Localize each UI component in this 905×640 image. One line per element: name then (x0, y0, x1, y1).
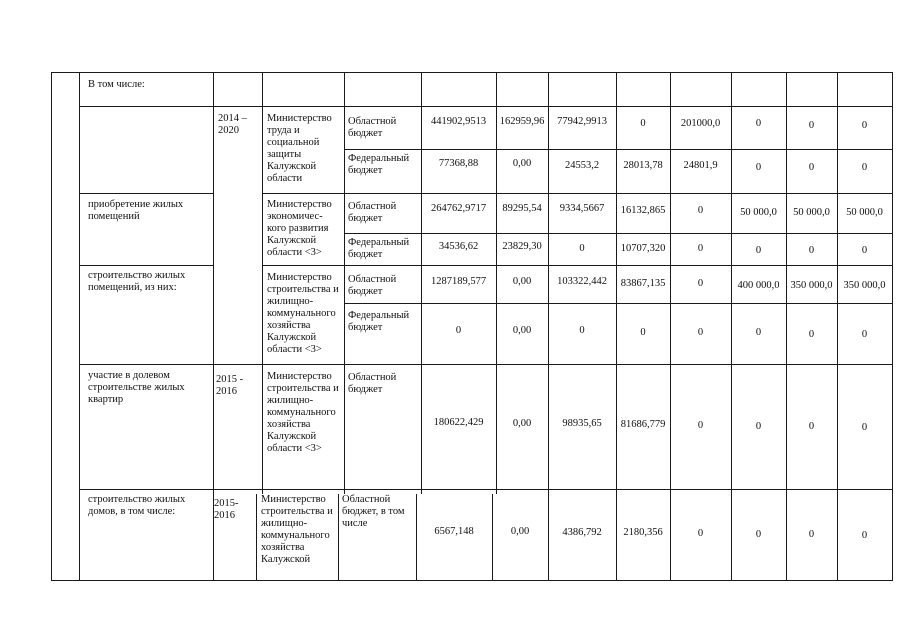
value-cell: 0 (640, 118, 646, 129)
value-cell: 89295,54 (502, 203, 542, 214)
grid-hline (79, 364, 893, 365)
funding-source-cell: Федеральный бюджет (348, 153, 410, 176)
executor-cell: Министерство строительства и жилищно- коммунального хозяйства Калужской (261, 494, 333, 565)
value-cell: 180622,429 (433, 417, 484, 428)
funding-source-cell: Областной бюджет, в том числе (342, 494, 405, 529)
value-cell: 0 (861, 530, 868, 541)
grid-hline (79, 106, 893, 107)
value-cell: 0,00 (510, 526, 530, 537)
executor-cell: Министерство экономичес- кого развития Калужской области <3> (267, 199, 332, 258)
value-cell: 24801,9 (683, 160, 718, 171)
item-name-cell: строительство жилых помещений, из них: (88, 270, 186, 293)
value-cell: 0 (861, 162, 868, 173)
value-cell: 0 (697, 278, 704, 289)
grid-hline (344, 233, 893, 234)
value-cell: 28013,78 (623, 160, 663, 171)
value-cell: 4386,792 (562, 527, 602, 538)
grid-hline (79, 265, 213, 266)
value-cell: 0 (455, 325, 462, 336)
value-cell: 50 000,0 (846, 207, 883, 218)
value-cell: 34536,62 (438, 241, 479, 252)
value-cell: 350 000,0 (843, 280, 886, 291)
grid-vline (51, 72, 52, 580)
grid-vline (79, 72, 80, 580)
grid-hline (51, 72, 893, 73)
value-cell: 162959,96 (499, 116, 545, 127)
value-cell: 0,00 (512, 276, 532, 287)
section-header-label: В том числе: (88, 79, 145, 90)
value-cell: 201000,0 (680, 118, 721, 129)
value-cell: 0 (697, 528, 704, 539)
grid-vline (256, 494, 257, 580)
value-cell: 0 (755, 118, 762, 129)
grid-hline (262, 193, 893, 194)
value-cell: 50 000,0 (793, 207, 830, 218)
grid-hline (51, 580, 893, 581)
value-cell: 0 (755, 327, 762, 338)
period-cell: 2014 – 2020 (218, 113, 247, 136)
value-cell: 0 (697, 420, 704, 431)
item-name-cell: приобретение жилых помещений (88, 199, 184, 222)
value-cell: 0 (697, 327, 704, 338)
grid-vline (344, 72, 345, 494)
value-cell: 0 (697, 243, 704, 254)
value-cell: 1287189,577 (430, 276, 487, 287)
value-cell: 98935,65 (562, 418, 602, 429)
value-cell: 0 (808, 120, 815, 131)
period-cell: 2015- 2016 (214, 498, 239, 521)
value-cell: 0 (861, 245, 868, 256)
value-cell: 0 (808, 162, 815, 173)
value-cell: 2180,356 (623, 527, 663, 538)
value-cell: 0 (755, 529, 762, 540)
grid-hline (344, 149, 893, 150)
funding-source-cell: Областной бюджет (348, 274, 397, 297)
value-cell: 0 (861, 120, 868, 131)
value-cell: 0 (755, 421, 762, 432)
value-cell: 9334,5667 (559, 203, 605, 214)
executor-cell: Министерство строительства и жилищно- коммунального хозяйства Калужской области <3> (267, 371, 339, 454)
value-cell: 83867,135 (620, 278, 666, 289)
executor-cell: Министерство строительства и жилищно- коммунального хозяйства Калужской области <3> (267, 272, 339, 355)
value-cell: 441902,9513 (430, 116, 487, 127)
grid-vline (338, 494, 339, 580)
executor-cell: Министерство труда и социальной защиты Калужской области (267, 113, 332, 184)
value-cell: 350 000,0 (790, 280, 833, 291)
period-cell: 2015 - 2016 (216, 374, 244, 397)
value-cell: 0 (808, 421, 815, 432)
value-cell: 0 (808, 329, 815, 340)
value-cell: 264762,9717 (430, 203, 487, 214)
value-cell: 23829,30 (502, 241, 542, 252)
funding-source-cell: Федеральный бюджет (348, 237, 410, 260)
grid-hline (344, 303, 893, 304)
value-cell: 0 (755, 162, 762, 173)
value-cell: 0 (755, 245, 762, 256)
value-cell: 0 (579, 243, 585, 254)
value-cell: 24553,2 (564, 160, 600, 171)
value-cell: 0 (640, 327, 646, 338)
value-cell: 0,00 (512, 325, 532, 336)
value-cell: 10707,320 (620, 243, 666, 254)
value-cell: 6567,148 (434, 526, 474, 537)
funding-source-cell: Федеральный бюджет (348, 310, 410, 333)
value-cell: 16132,865 (620, 205, 666, 216)
funding-source-cell: Областной бюджет (348, 372, 397, 395)
grid-hline (262, 265, 893, 266)
value-cell: 50 000,0 (740, 207, 777, 218)
value-cell: 0,00 (512, 418, 532, 429)
item-name-cell: строительство жилых домов, в том числе: (88, 494, 186, 517)
value-cell: 81686,779 (620, 419, 666, 430)
grid-hline (79, 193, 213, 194)
funding-source-cell: Областной бюджет (348, 116, 397, 139)
item-name-cell: участие в долевом строительстве жилых квартир (88, 370, 185, 405)
value-cell: 0 (861, 422, 868, 433)
value-cell: 0 (579, 325, 585, 336)
value-cell: 0 (808, 529, 815, 540)
funding-source-cell: Областной бюджет (348, 201, 397, 224)
value-cell: 0 (697, 205, 704, 216)
grid-hline (79, 489, 893, 490)
value-cell: 400 000,0 (737, 280, 780, 291)
value-cell: 103322,442 (557, 276, 607, 287)
value-cell: 0 (808, 245, 815, 256)
value-cell: 0,00 (512, 158, 532, 169)
value-cell: 77368,88 (438, 158, 479, 169)
grid-vline (262, 72, 263, 494)
value-cell: 0 (861, 329, 868, 340)
value-cell: 77942,9913 (557, 116, 607, 127)
